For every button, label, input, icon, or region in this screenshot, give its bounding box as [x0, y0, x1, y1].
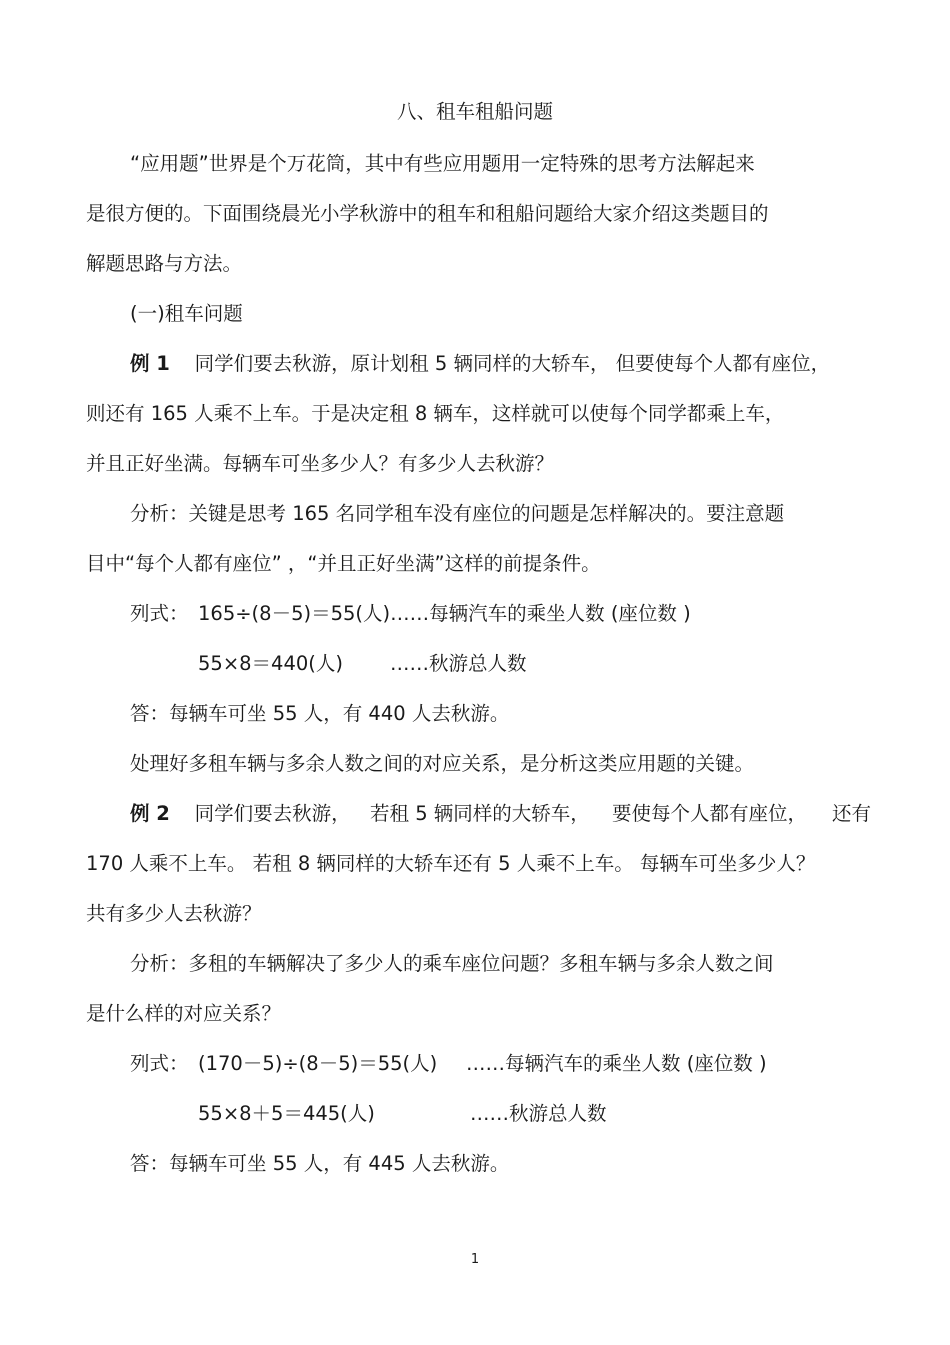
intro-line-1: “应用题”世界是个万花筒，其中有些应用题用一定特殊的思考方法解起来	[130, 152, 755, 175]
example-1-key-point: 处理好多租车辆与多余人数之间的对应关系，是分析这类应用题的关键。	[130, 752, 755, 775]
example-2-line-1-start	[130, 802, 351, 826]
example-1-formula-1: 165÷(8－5)＝55(人)……每辆汽车的乘坐人数 (座位数 )	[198, 602, 691, 625]
example-1-line-2: 则还有 165 人乘不上车。于是决定租 8 辆车，这样就可以使每个同学都乘上车，	[86, 402, 785, 425]
section-heading-car-rental: (一)租车问题	[130, 302, 243, 325]
example-2-text-c: 要使每个人都有座位，	[612, 802, 808, 825]
example-1-label: 例 1	[130, 352, 170, 375]
example-1-formula-label: 列式：	[130, 602, 189, 625]
example-2-line-2: 170 人乘不上车。 若租 8 辆同样的大轿车还有 5 人乘不上车。 每辆车可坐多少人？	[86, 852, 816, 875]
example-1-text: 同学们要去秋游，原计划租 5 辆同样的大轿车， 但要使每个人都有座位，	[194, 352, 831, 375]
example-2-label: 例 2	[130, 802, 170, 825]
example-1-analysis-1: 分析：关键是思考 165 名同学租车没有座位的问题是怎样解决的。要注意题	[130, 502, 785, 525]
example-2-formula-label: 列式：	[130, 1052, 189, 1075]
page-title: 八、租车租船问题	[396, 100, 553, 123]
example-2-text-b: 若租 5 辆同样的大轿车，	[370, 802, 590, 825]
example-2-text-d: 还有	[832, 802, 872, 825]
example-1-line-3: 并且正好坐满。每辆车可坐多少人？有多少人去秋游？	[86, 452, 555, 475]
example-1-line-1	[130, 352, 830, 376]
example-2-formula-2-note: ……秋游总人数	[470, 1102, 607, 1125]
example-2-formula-2: 55×8＋5＝445(人)	[198, 1102, 375, 1125]
example-2-formula-1: (170－5)÷(8－5)＝55(人)	[198, 1052, 438, 1075]
page-number: 1	[470, 1252, 480, 1267]
example-1-formula-2: 55×8＝440(人)	[198, 652, 343, 675]
example-2-line-3: 共有多少人去秋游？	[86, 902, 262, 925]
example-1-analysis-2: 目中“每个人都有座位” ，“并且正好坐满”这样的前提条件。	[86, 552, 601, 575]
intro-line-3: 解题思路与方法。	[86, 252, 243, 275]
intro-line-2: 是很方便的。下面围绕晨光小学秋游中的租车和租船问题给大家介绍这类题目的	[86, 202, 769, 225]
example-2-text-a: 同学们要去秋游，	[194, 802, 351, 825]
example-2-analysis-1: 分析：多租的车辆解决了多少人的乘车座位问题？多租车辆与多余人数之间	[130, 952, 774, 975]
example-1-answer: 答：每辆车可坐 55 人，有 440 人去秋游。	[130, 702, 510, 725]
example-1-formula-2-note: ……秋游总人数	[390, 652, 527, 675]
example-2-formula-1-note: ……每辆汽车的乘坐人数 (座位数 )	[466, 1052, 767, 1075]
example-2-answer: 答：每辆车可坐 55 人，有 445 人去秋游。	[130, 1152, 510, 1175]
example-2-analysis-2: 是什么样的对应关系？	[86, 1002, 282, 1025]
